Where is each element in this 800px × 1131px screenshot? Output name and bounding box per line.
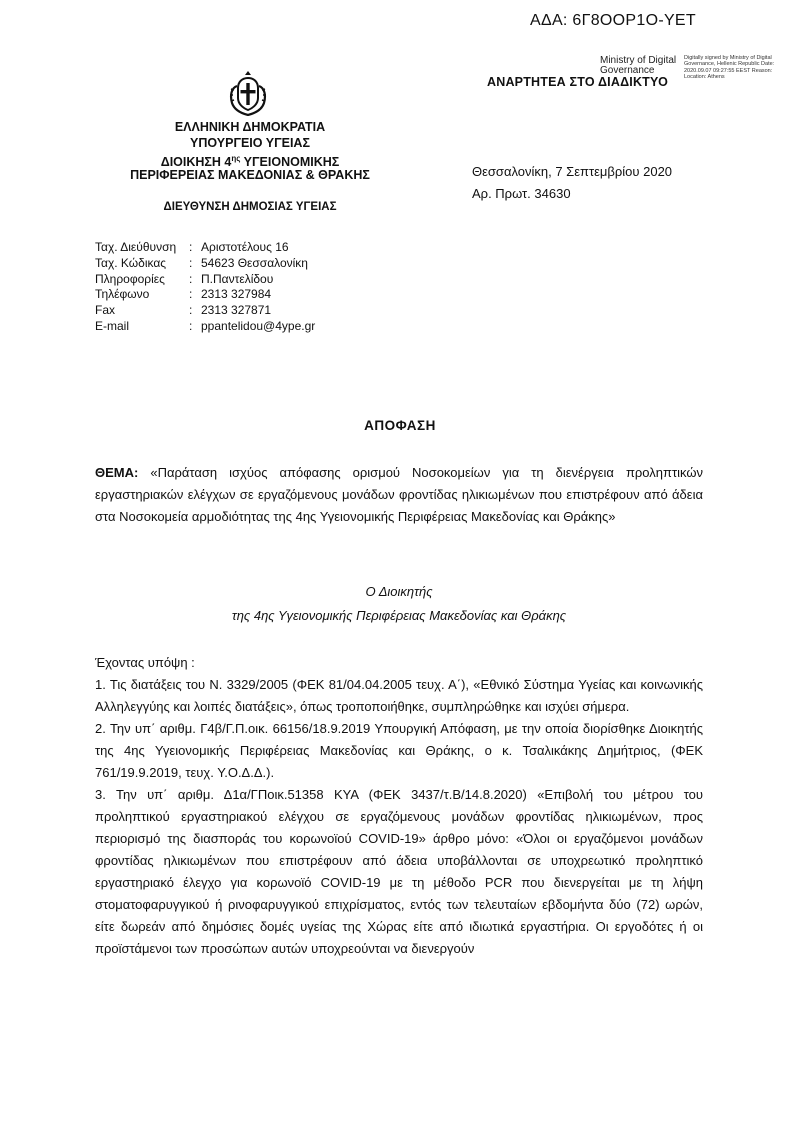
header-line-administration: ΔΙΟΙΚΗΣΗ $4^{\eta\varsigma}$ ΥΓΕΙΟΝΟΜΙΚΗΣ [160, 154, 340, 170]
clauses-list [95, 674, 703, 960]
header-line-republic: ΕΛΛΗΝΙΚΗ ΔΗΜΟΚΡΑΤΙΑ [174, 120, 326, 134]
protocol-number: Αρ. Πρωτ. 34630 [472, 186, 571, 201]
signature-details: Digitally signed by Ministry of Digital Governance, Hellenic Republic Date: 2020.09.07 09:27:55 EEST Reason: Location: Athens [684, 55, 775, 81]
subject-paragraph [95, 462, 703, 528]
contact-row: Fax : 2313 327871 [95, 303, 272, 318]
document-title: ΑΠΟΦΑΣΗ [364, 418, 436, 433]
city-date: Θεσσαλονίκη, 7 Σεπτεμβρίου 2020 [472, 164, 673, 179]
email-link[interactable]: ppantelidou@4ype.gr [201, 318, 316, 333]
header-line-directorate: ΔΙΕΥΘΥΝΣΗ ΔΗΜΟΣΙΑΣ ΥΓΕΙΑΣ [163, 201, 337, 213]
contact-details [95, 240, 315, 335]
subject-text: «Παράταση ισχύος απόφασης ορισμού Νοσοκομείων για τη διενέργεια προληπτικών εργαστηριακών ελέγχων σε εργαζόμενους μονάδων φροντίδας ηλικιωμένων που επιστρέφουν από άδεια στα Νοσοκομεία αρμοδιότητας της 4ης Υγειονομικής Περιφέρειας Μακεδονίας και Θράκης» [95, 465, 703, 524]
contact-row: E-mail : ppantelidou@4ype.gr [95, 318, 316, 333]
ada-code: ΑΔΑ: 6Γ8ΟΟΡ1Ο-ΥΕΤ [530, 12, 696, 29]
header-line-ministry: ΥΠΟΥΡΓΕΙΟ ΥΓΕΙΑΣ [190, 136, 310, 150]
clause-item: 1. Τις διατάξεις του Ν. 3329/2005 (ΦΕΚ 81/04.04.2005 τευχ. Α΄), «Εθνικό Σύστημα Υγείας και κοινωνικής Αλληλεγγύης και λοιπές διατάξεις», όπως τροποποιήθηκε, συμπληρώθηκε και ισχύει σήμερα. [95, 677, 703, 714]
director-region: της 4ης Υγειονομικής Περιφέρειας Μακεδονίας και Θράκης [231, 608, 567, 623]
contact-row: Ταχ. Διεύθυνση : Αριστοτέλους 16 [95, 240, 289, 254]
clause-item: 3. Την υπ΄ αριθμ. Δ1α/ΓΠοικ.51358 ΚΥΑ (ΦΕΚ 3437/τ.Β/14.8.2020) «Επιβολή του μέτρου του προληπτικού εργαστηριακού ελέγχου σε εργαζόμενους μονάδων φροντίδας ηλικιωμένων, προς περιορισμό της διασποράς του κορωνοϊού COVID-19» άρθρο μόνο: «Όλοι οι εργαζόμενοι μονάδων φροντίδας ηλικιωμένων που επιστρέφουν από άδεια υποβάλλονται σε υποχρεωτικό προληπτικό εργαστηριακό έλεγχο για κορωνοϊό COVID-19 με τη μέθοδο PCR που διενεργείται με τη λήψη στοματοφαρυγγικού ή ρινοφαρυγγικού επιχρίσματος, εντός των τελευταίων εβδομήντα δύο (72) ωρών, είτε δωρεάν από δημόσιες δομές υγείας της Χώρας είτε από ιδιωτικά εργαστήρια. Οι εργοδότες ή οι προϊστάμενοι των προσώπων αυτών υποχρεούνται να διενεργούν [95, 787, 703, 956]
clause-item: 2. Την υπ΄ αριθμ. Γ4β/Γ.Π.οικ. 66156/18.9.2019 Υπουργική Απόφαση, με την οποία διορίσθηκε Διοικητής της 4ης Υγειονομικής Περιφέρειας Μακεδονίας και Θράκης, ο κ. Τσαλικάκης Δημήτριος, (ΦΕΚ 761/19.9.2019, τευχ. Υ.Ο.Δ.Δ.). [95, 721, 703, 780]
greek-coat-of-arms-emblem [228, 70, 268, 116]
posting-note: ΑΝΑΡΤΗΤΕΑ ΣΤΟ ΔΙΑΔΙΚΤΥΟ [487, 75, 668, 89]
director-title: Ο Διοικητής [365, 584, 433, 599]
contact-row: Πληροφορίες : Π.Παντελίδου [95, 271, 274, 286]
contact-row: Τηλέφωνο : 2313 327984 [95, 287, 272, 302]
header-line-region: ΠΕΡΙΦΕΡΕΙΑΣ ΜΑΚΕΔΟΝΙΑΣ & ΘΡΑΚΗΣ [130, 168, 370, 182]
considering-label: Έχοντας υπόψη : [95, 655, 195, 670]
signature-organization: Ministry of Digital Governance [600, 55, 677, 76]
contact-row: Ταχ. Κώδικας : 54623 Θεσσαλονίκη [95, 255, 308, 270]
subject-label: ΘΕΜΑ: [95, 465, 139, 480]
director-heading [95, 580, 703, 628]
